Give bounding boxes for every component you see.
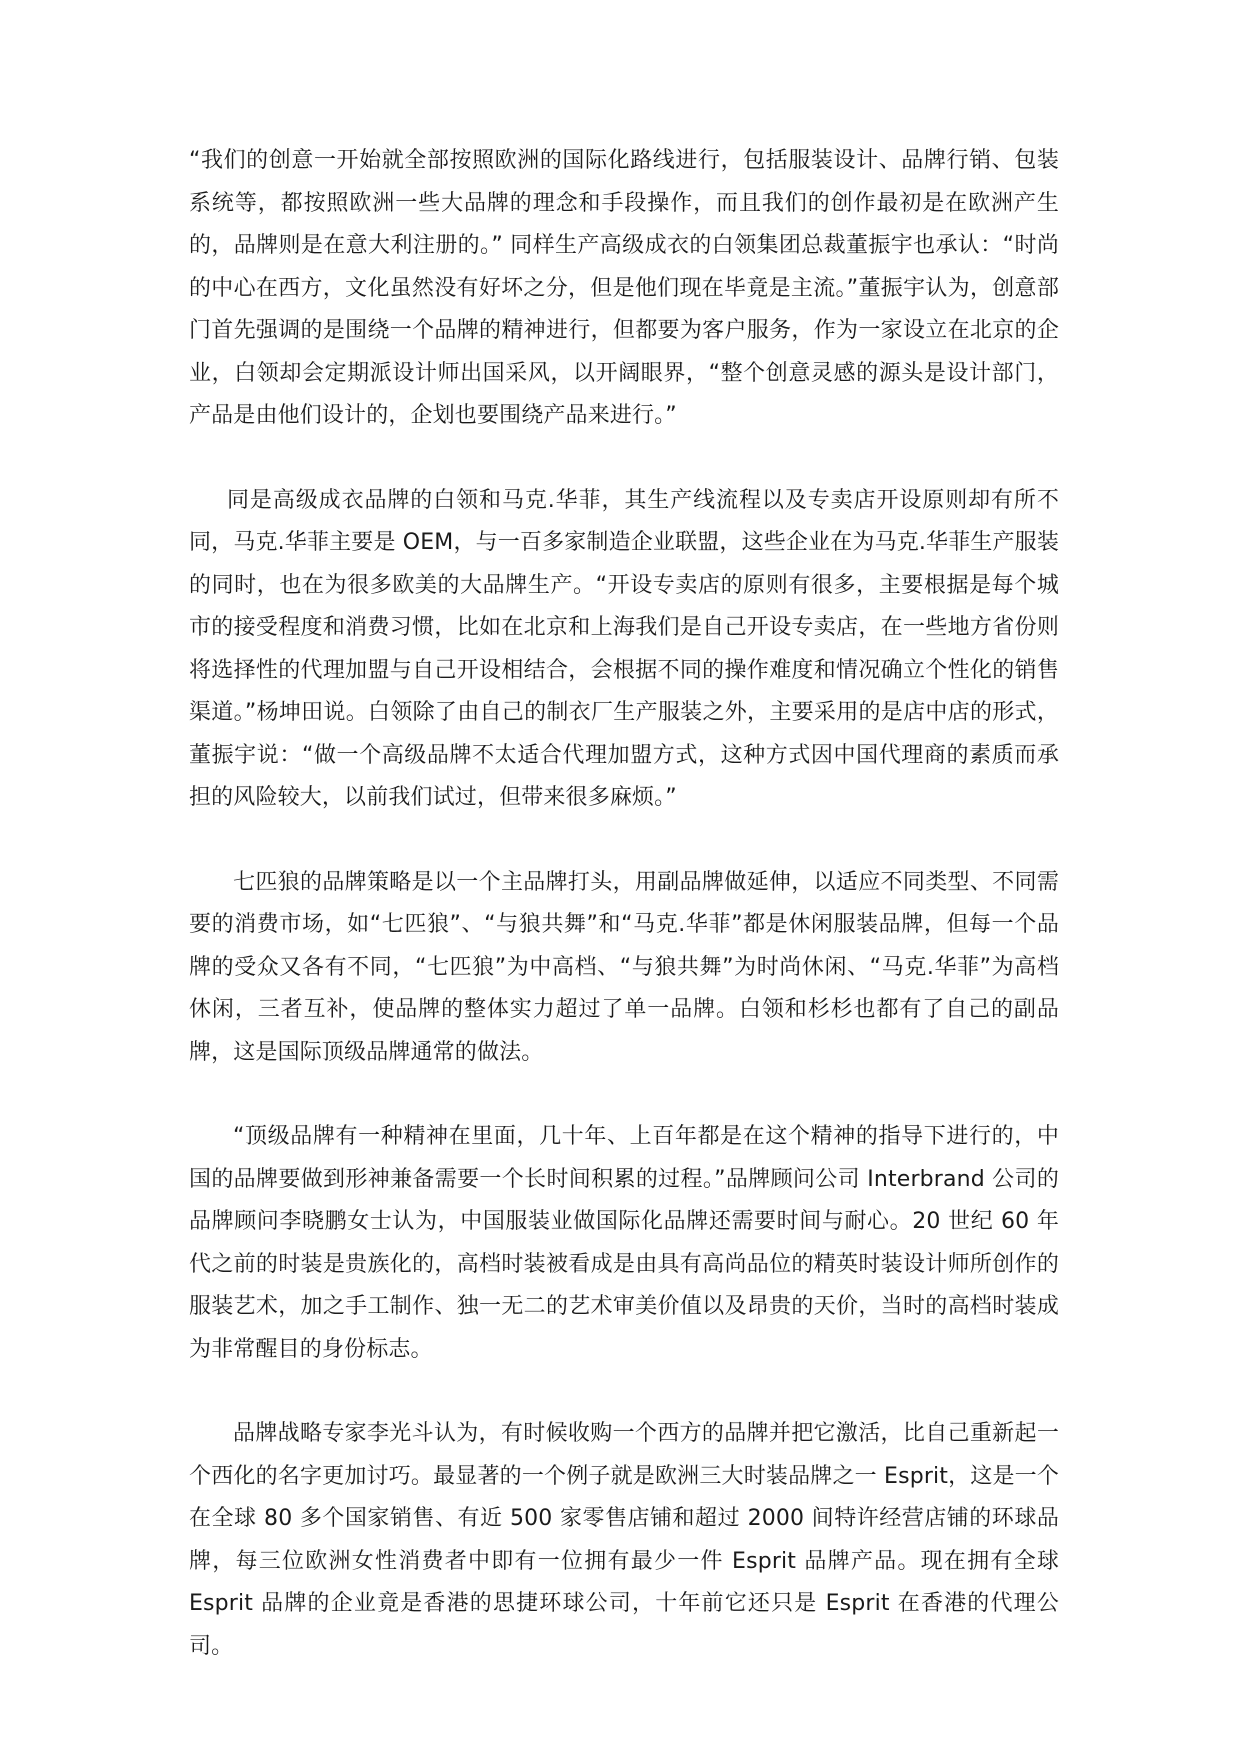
paragraph-spacer — [189, 820, 1059, 862]
paragraph: 七匹狼的品牌策略是以一个主品牌打头，用副品牌做延伸，以适应不同类型、不同需要的消费市场，如“七匹狼”、“与狼共舞”和“马克.华菲”都是休闲服装品牌，但每一个品牌的受众又各有不同，“七匹狼”为中高档、“与狼共舞”为时尚休闲、“马克.华菲”为高档休闲，三者互补，使品牌的整体实力超过了单一品牌。白领和杉杉也都有了自己的副品牌，这是国际顶级品牌通常的做法。 — [189, 869, 1059, 1065]
paragraph: “顶级品牌有一种精神在里面，几十年、上百年都是在这个精神的指导下进行的，中国的品牌要做到形神兼备需要一个长时间积累的过程。”品牌顾问公司 Interbrand 公司的品牌顾问李晓鹏女士认为，中国服装业做国际化品牌还需要时间与耐心。20 世纪 60 年代之前的时装是贵族化的，高档时装被看成是由具有高尚品位的精英时装设计师所创作的服装艺术，加之手工制作、独一无二的艺术审美价值以及昂贵的天价，当时的高档时装成为非常醒目的身份标志。 — [189, 1124, 1059, 1362]
paragraph-spacer — [189, 1371, 1059, 1413]
paragraph: “我们的创意一开始就全部按照欧洲的国际化路线进行，包括服装设计、品牌行销、包装系统等，都按照欧洲一些大品牌的理念和手段操作，而且我们的创作最初是在欧洲产生的，品牌则是在意大利注册的。” 同样生产高级成衣的白领集团总裁董振宇也承认：“时尚的中心在西方，文化虽然没有好坏之分，但是他们现在毕竟是主流。”董振宇认为，创意部门首先强调的是围绕一个品牌的精神进行，但都要为客户服务，作为一家设立在北京的企业，白领却会定期派设计师出国采风，以开阔眼界，“整个创意灵感的源头是设计部门，产品是由他们设计的，企划也要围绕产品来进行。” — [189, 148, 1059, 428]
paragraph: 同是高级成衣品牌的白领和马克.华菲，其生产线流程以及专卖店开设原则却有所不同，马克.华菲主要是 OEM，与一百多家制造企业联盟，这些企业在为马克.华菲生产服装的同时，也在为很多欧美的大品牌生产。“开设专卖店的原则有很多，主要根据是每个城市的接受程度和消费习惯，比如在北京和上海我们是自己开设专卖店，在一些地方省份则将选择性的代理加盟与自己开设相结合，会根据不同的操作难度和情况确立个性化的销售渠道。”杨坤田说。白领除了由自己的制衣厂生产服装之外，主要采用的是店中店的形式，董振宇说：“做一个高级品牌不太适合代理加盟方式，这种方式因中国代理商的素质而承担的风险较大，以前我们试过，但带来很多麻烦。” — [189, 487, 1059, 810]
article-body — [189, 140, 1059, 1668]
paragraph-spacer — [189, 1074, 1059, 1116]
paragraph: 品牌战略专家李光斗认为，有时候收购一个西方的品牌并把它激活，比自己重新起一个西化的名字更加讨巧。最显著的一个例子就是欧洲三大时装品牌之一 Esprit，这是一个在全球 80 多个国家销售、有近 500 家零售店铺和超过 2000 间特许经营店铺的环球品牌，每三位欧洲女性消费者中即有一位拥有最少一件 Esprit 品牌产品。现在拥有全球 Esprit 品牌的企业竟是香港的思捷环球公司，十年前它还只是 Esprit 在香港的代理公司。 — [189, 1421, 1059, 1659]
paragraph-spacer — [189, 438, 1059, 480]
